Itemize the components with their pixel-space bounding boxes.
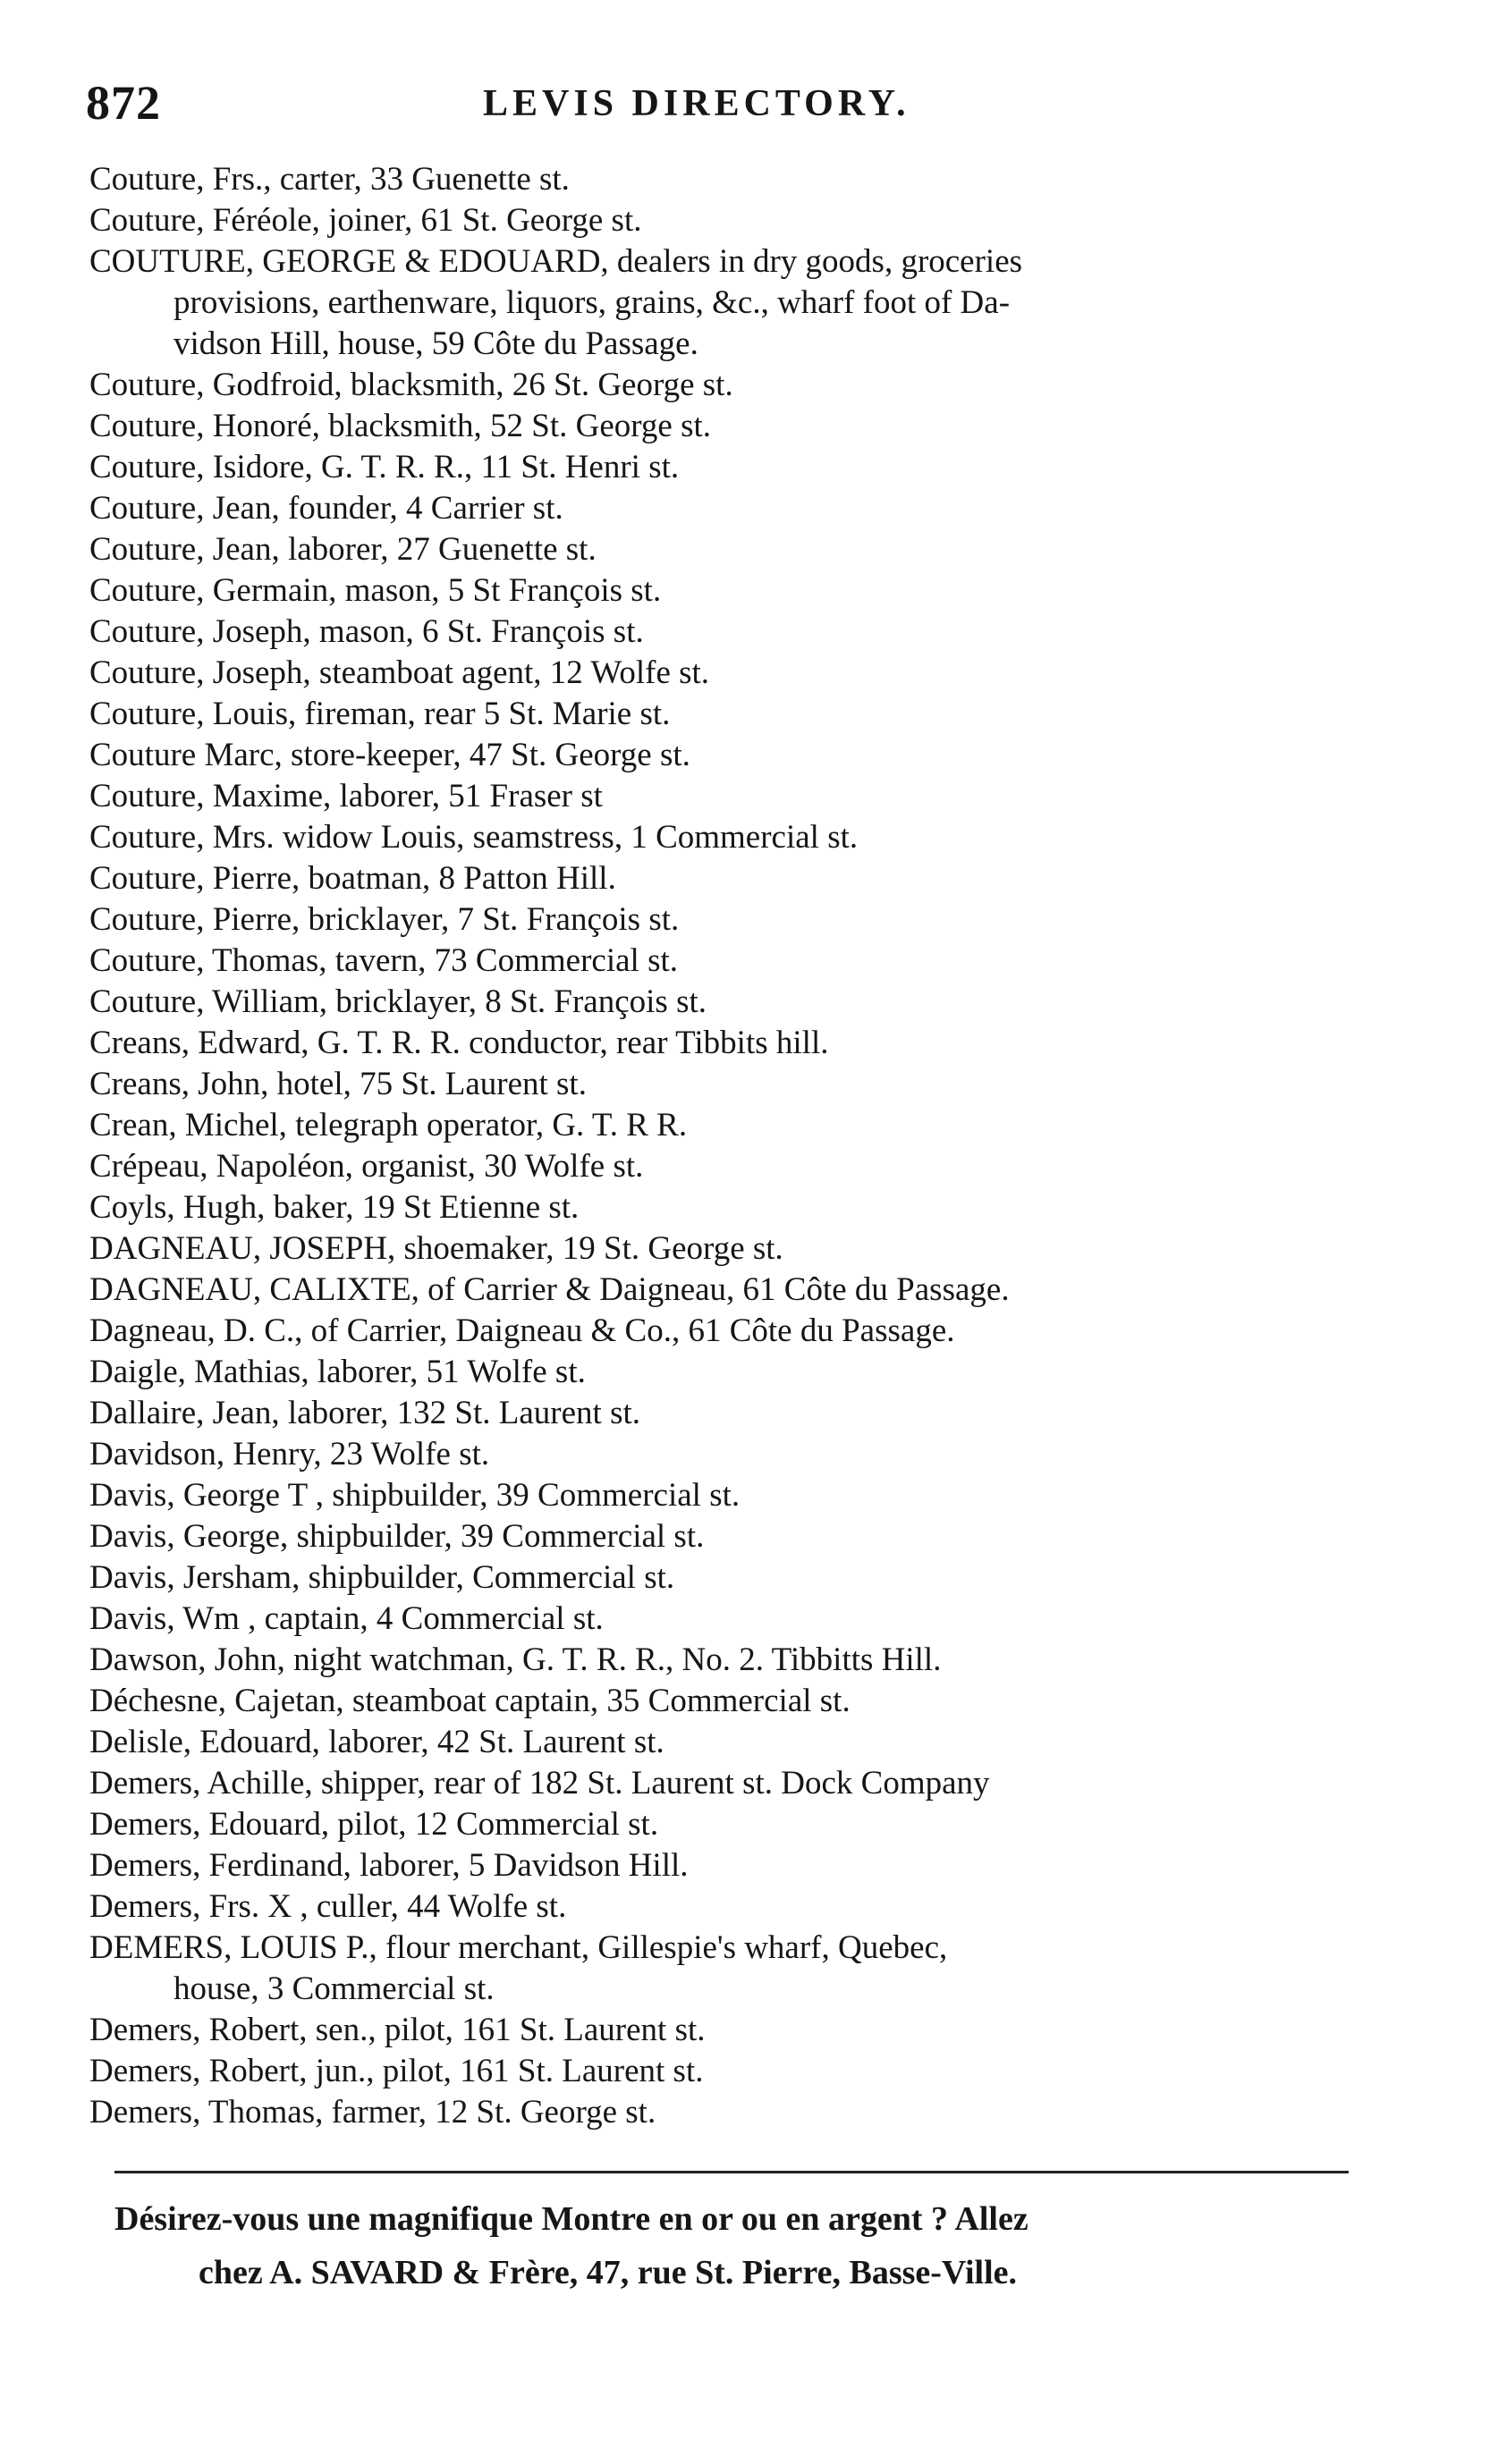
entry-line: Dallaire, Jean, laborer, 132 St. Laurent st. (89, 1395, 641, 1431)
directory-entries (89, 159, 1359, 2133)
entry-line: Couture, Honoré, blacksmith, 52 St. George st. (89, 408, 712, 444)
entry-line: Coyls, Hugh, baker, 19 St Etienne st. (89, 1189, 580, 1226)
entry-line: Couture, Thomas, tavern, 73 Commercial st. (89, 942, 678, 979)
entry-line: Couture, Isidore, G. T. R. R., 11 St. Henri st. (89, 449, 680, 485)
entry-line: Demers, Thomas, farmer, 12 St. George st. (89, 2094, 656, 2131)
entry-line: Couture, Joseph, steamboat agent, 12 Wolfe st. (89, 654, 710, 691)
entry-line: Couture Marc, store-keeper, 47 St. George st. (89, 737, 690, 773)
entry-line: Daigle, Mathias, laborer, 51 Wolfe st. (89, 1354, 586, 1390)
page-number: 872 (86, 76, 161, 130)
entry-line: Demers, Ferdinand, laborer, 5 Davidson Hill. (89, 1847, 689, 1884)
advertisement (107, 2192, 1359, 2299)
entry-line: Dagneau, D. C., of Carrier, Daigneau & Co., 61 Côte du Passage. (89, 1312, 955, 1349)
entry-line: Couture, Mrs. widow Louis, seamstress, 1 Commercial st. (89, 819, 859, 856)
entry-line: DAGNEAU, JOSEPH, shoemaker, 19 St. George st. (89, 1230, 783, 1267)
entry-line: Couture, Féréole, joiner, 61 St. George st. (89, 202, 642, 239)
entry-line: DEMERS, LOUIS P., flour merchant, Gillespie's wharf, Quebec, (89, 1929, 948, 1966)
entry-line: Delisle, Edouard, laborer, 42 St. Laurent st. (89, 1724, 664, 1760)
entry-line: Crean, Michel, telegraph operator, G. T. R R. (89, 1107, 688, 1143)
page-header (0, 75, 1498, 129)
entry-line: Davis, Jersham, shipbuilder, Commercial st. (89, 1559, 675, 1596)
entry-line: Demers, Robert, jun., pilot, 161 St. Laurent st. (89, 2053, 704, 2089)
entry-line: Demers, Robert, sen., pilot, 161 St. Laurent st. (89, 2012, 706, 2048)
entry-continuation: house, 3 Commercial st. (173, 1970, 495, 2007)
entry-line: Couture, Frs., carter, 33 Guenette st. (89, 161, 570, 198)
entry-line: Davis, Wm , captain, 4 Commercial st. (89, 1600, 604, 1637)
advert-line-1: Désirez-vous une magnifique Montre en or ou en argent ? Allez (114, 2200, 1028, 2238)
entry-line: Couture, William, bricklayer, 8 St. François st. (89, 983, 707, 1020)
entry-line: Déchesne, Cajetan, steamboat captain, 35 Commercial st. (89, 1683, 851, 1719)
running-title: LEVIS DIRECTORY. (483, 83, 910, 124)
entry-line: Couture, Germain, mason, 5 St François st. (89, 572, 662, 609)
entry-continuation: provisions, earthenware, liquors, grains, &c., wharf foot of Da- (173, 284, 1011, 321)
entry-line: Couture, Jean, laborer, 27 Guenette st. (89, 531, 597, 568)
entry-line: Dawson, John, night watchman, G. T. R. R., No. 2. Tibbitts Hill. (89, 1641, 942, 1678)
entry-line: Couture, Maxime, laborer, 51 Fraser st (89, 778, 603, 814)
advert-divider (114, 2171, 1349, 2173)
advert-line-2: chez A. SAVARD & Frère, 47, rue St. Pierre, Basse-Ville. (199, 2254, 1017, 2291)
entry-continuation: vidson Hill, house, 59 Côte du Passage. (173, 325, 698, 362)
entry-line: Davis, George T , shipbuilder, 39 Commercial st. (89, 1477, 741, 1514)
entry-line: COUTURE, GEORGE & EDOUARD, dealers in dry goods, groceries (89, 243, 1023, 280)
entry-line: Davis, George, shipbuilder, 39 Commercial st. (89, 1518, 705, 1555)
entry-line: Creans, John, hotel, 75 St. Laurent st. (89, 1066, 587, 1102)
entry-line: Demers, Frs. X , culler, 44 Wolfe st. (89, 1888, 567, 1925)
entry-line: Couture, Godfroid, blacksmith, 26 St. George st. (89, 367, 733, 403)
entry-line: Demers, Edouard, pilot, 12 Commercial st. (89, 1806, 659, 1843)
entry-line: Couture, Louis, fireman, rear 5 St. Marie st. (89, 696, 671, 732)
entry-line: Crépeau, Napoléon, organist, 30 Wolfe st. (89, 1148, 644, 1185)
entry-line: Couture, Pierre, boatman, 8 Patton Hill. (89, 860, 616, 897)
entry-line: Creans, Edward, G. T. R. R. conductor, rear Tibbits hill. (89, 1025, 829, 1061)
entry-line: Couture, Joseph, mason, 6 St. François st. (89, 613, 644, 650)
entry-line: DAGNEAU, CALIXTE, of Carrier & Daigneau, 61 Côte du Passage. (89, 1271, 1010, 1308)
entry-line: Couture, Jean, founder, 4 Carrier st. (89, 490, 563, 527)
entry-line: Couture, Pierre, bricklayer, 7 St. François st. (89, 901, 680, 938)
entry-line: Demers, Achille, shipper, rear of 182 St. Laurent st. Dock Company (89, 1765, 990, 1802)
entry-line: Davidson, Henry, 23 Wolfe st. (89, 1436, 490, 1472)
